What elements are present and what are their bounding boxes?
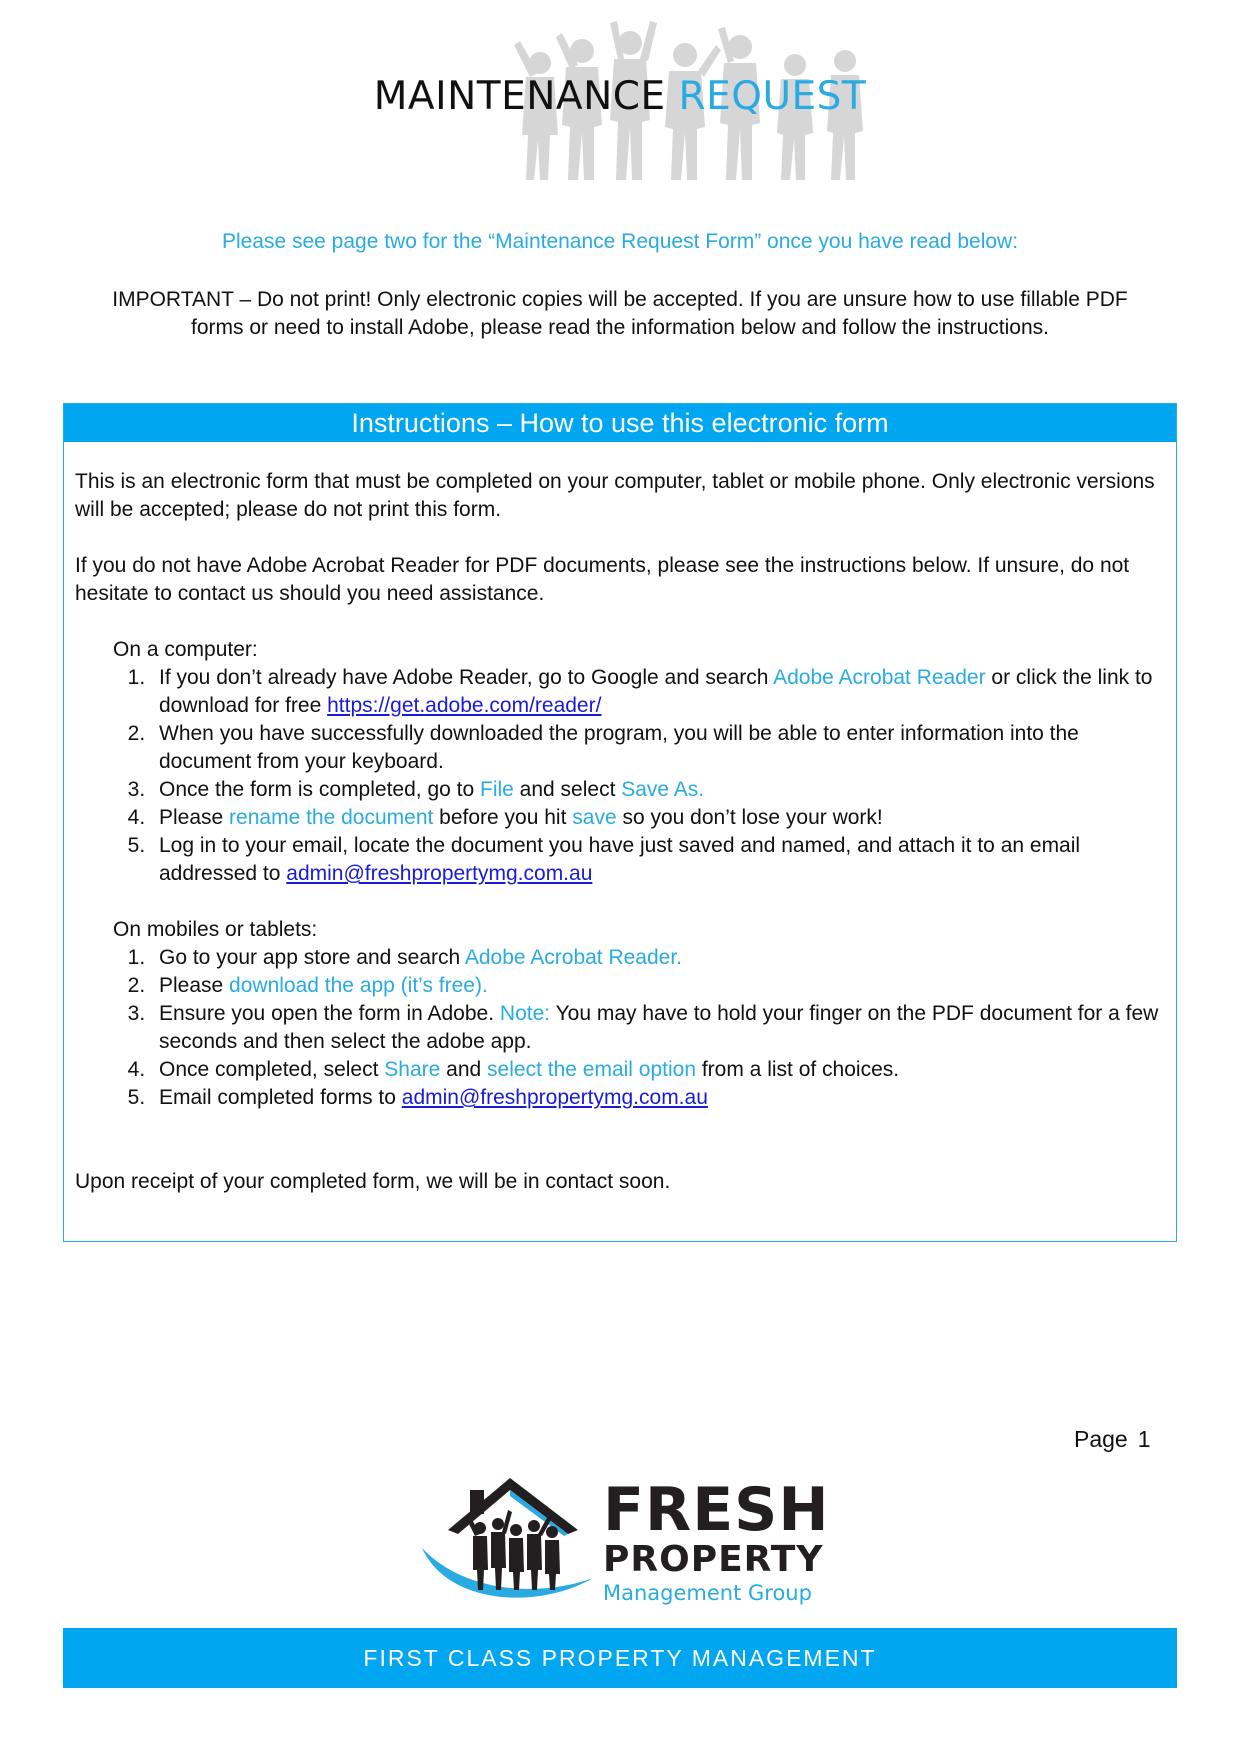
computer-step-1: 1. If you don’t already have Adobe Reader, go to Google and search Adobe Acrobat Reader or click the link to download for free https://get.adobe.com/reader/ <box>151 664 1166 720</box>
logo-line-fresh: FRESH <box>603 1475 830 1545</box>
logo-wordmark <box>603 1475 843 1606</box>
page-title <box>0 74 1240 119</box>
page-number <box>1074 1426 1151 1453</box>
instructions-paragraph-2: If you do not have Adobe Acrobat Reader for PDF documents, please see the instructions below. If unsure, do not hesitate to contact us should you need assistance. <box>75 554 1130 605</box>
page-number-value: 1 <box>1137 1426 1151 1452</box>
computer-section-title: On a computer: <box>113 638 258 661</box>
computer-steps-list <box>113 664 1166 888</box>
highlight-text: Adobe Acrobat Reader <box>773 666 986 689</box>
house-people-logo-icon <box>418 1470 618 1610</box>
highlight-text: Save As. <box>621 778 705 801</box>
closing-note: Upon receipt of your completed form, we will be in contact soon. <box>75 1170 671 1193</box>
logo-line-management-group: Management Group <box>603 1581 812 1605</box>
highlight-text: Share <box>384 1058 441 1081</box>
adobe-download-link[interactable]: https://get.adobe.com/reader/ <box>327 694 602 717</box>
mobile-steps-list <box>113 944 1166 1112</box>
mobile-section-title: On mobiles or tablets: <box>113 918 318 941</box>
page-header <box>0 10 1240 180</box>
mobile-section <box>75 916 1166 1112</box>
admin-email-link[interactable]: admin@freshpropertymg.com.au <box>286 862 593 885</box>
admin-email-link[interactable]: admin@freshpropertymg.com.au <box>401 1086 708 1109</box>
page-title-part2: REQUEST <box>678 74 867 119</box>
mobile-step-4: 4. Once completed, select Share and select the email option from a list of choices. <box>151 1056 1166 1084</box>
instructions-title: Instructions – How to use this electronic form <box>64 404 1176 442</box>
highlight-text: Note: <box>499 1002 551 1025</box>
highlight-text: select the email option <box>487 1058 697 1081</box>
highlight-text: save <box>572 806 617 829</box>
mobile-step-2: 2. Please download the app (it’s free). <box>151 972 1166 1000</box>
instructions-body <box>64 442 1176 1196</box>
intro-note: Please see page two for the “Maintenance Request Form” once you have read below: <box>221 230 1019 253</box>
highlight-text: File <box>480 778 514 801</box>
computer-step-4: 4. Please rename the document before you hit save so you don’t lose your work! <box>151 804 1166 832</box>
instructions-panel <box>63 403 1177 1242</box>
highlight-text: download the app (it’s free). <box>229 974 488 997</box>
company-logo <box>418 1470 838 1610</box>
footer-tagline-band: FIRST CLASS PROPERTY MANAGEMENT <box>63 1628 1177 1688</box>
mobile-step-5: 5. Email completed forms to admin@freshpropertymg.com.au <box>151 1084 1166 1112</box>
page-label: Page <box>1074 1426 1128 1452</box>
computer-step-3: 3. Once the form is completed, go to File and select Save As. <box>151 776 1166 804</box>
mobile-step-3: 3. Ensure you open the form in Adobe. Note: You may have to hold your finger on the PDF document for a few seconds and then select the adobe app. <box>151 1000 1166 1056</box>
page-title-part1: MAINTENANCE <box>373 74 679 119</box>
instructions-paragraph-1: This is an electronic form that must be completed on your computer, tablet or mobile phone. Only electronic versions will be accepted; please do not print this form. <box>75 470 1155 521</box>
highlight-text: Adobe Acrobat Reader. <box>464 946 683 969</box>
highlight-text: rename the document <box>229 806 434 829</box>
computer-section <box>75 636 1166 888</box>
logo-line-property: PROPERTY <box>603 1539 824 1580</box>
computer-step-5: 5. Log in to your email, locate the document you have just saved and named, and attach it to an email addressed to admin@freshpropertymg.com.au <box>151 832 1166 888</box>
important-notice: IMPORTANT – Do not print! Only electronic copies will be accepted. If you are unsure how to use fillable PDF forms or need to install Adobe, please read the information below and follow the instructions. <box>112 288 1128 339</box>
mobile-step-1: 1. Go to your app store and search Adobe Acrobat Reader. <box>151 944 1166 972</box>
computer-step-2: 2. When you have successfully downloaded the program, you will be able to enter information into the document from your keyboard. <box>151 720 1166 776</box>
